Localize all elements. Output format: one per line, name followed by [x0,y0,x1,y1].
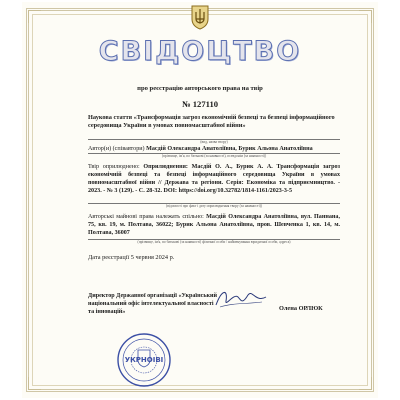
rights-owner [88,213,340,237]
seal-label: УКРНОІВІ [124,356,164,364]
publication-text: Оприлюднення: Масдій О. А., Бурик А. А. Трансформація загроз економічній безпеці та безпеці інформаційного середовища України в умовах повномасштабної війни // Держава та регіони. Серія: Економіка та підприємництво. - 2023. - № 3 (129). - С. 28-32. DOI: https://doi.org/10.32782/1814-1161/2023-3-5 [88,164,340,194]
work-title: Наукова стаття «Трансформація загроз економічній безпеці та безпеці інформаційного середовища України в умовах повномасштабної війни» [88,114,335,129]
corner-ornament [359,10,372,23]
inner-border [32,14,368,386]
certificate-page [22,2,378,398]
corner-ornament [28,377,41,390]
director-name: Олена ОРЛЮК [279,305,323,312]
certificate-subtitle: про реєстрацію авторського права на твір [137,85,263,92]
owner-prefix: Авторські майнові права належать спільно: [88,214,204,220]
owner-text: Масдій Олександра Анатоліївна, вул. Паннана, 75, кв. 19, м. Полтава, 36022; Бурик Альона Анатоліївна, пров. Шевченка 1, кв. 14, м. Полтава, 36007 [88,214,340,236]
work-type-caption: (вид, назва твору) [200,140,228,144]
authors-caption: (прізвище, ім'я, по батькові (за наявності), псевдонім (за наявності)) [161,154,267,158]
certificate-number: № 127110 [181,99,219,109]
authors-prefix: Автор(и) (співавтори) [88,146,145,152]
registration-date: Дата реєстрації 5 червня 2024 р. [88,254,175,261]
certificate-title: СВІДОЦТВО [98,36,302,67]
director-title: Директор Державної організації «Український національний офіс інтелектуальної власності та інновацій» [88,293,218,315]
owner-caption: (прізвище, ім'я, по батькові (за наявності) фізичної особи / найменування юридичної особи, адреса) [137,240,291,244]
authors-names: Масдій Олександра Анатоліївна, Бурик Альона Анатоліївна [146,146,313,152]
signature-icon [212,285,270,311]
coat-of-arms-icon [190,4,210,30]
corner-ornament [359,377,372,390]
authors-line [88,145,340,153]
corner-ornament [28,10,41,23]
publication-caption: (відомості про факт і дату оприлюднення твору (за наявності)) [166,204,262,208]
publication-info [88,163,340,195]
publication-prefix: Твір оприлюднено: [88,164,140,170]
